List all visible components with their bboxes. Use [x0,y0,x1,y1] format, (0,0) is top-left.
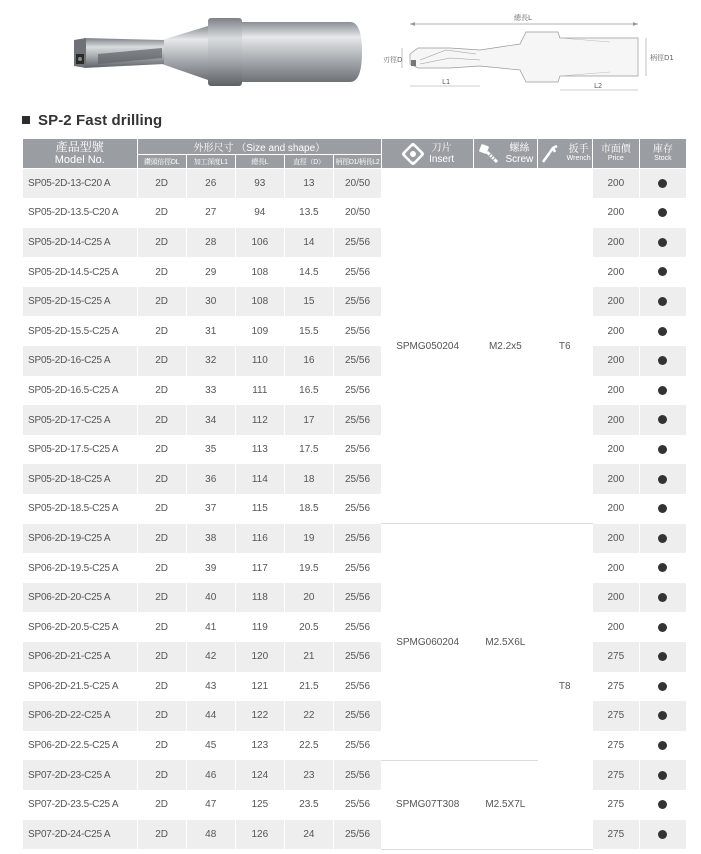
stock-dot-icon [658,386,667,395]
stock-dot-icon [658,327,667,336]
length-cell: 93 [235,169,284,199]
stock-cell [639,287,686,317]
dl-cell: 2D [137,701,186,731]
l1-cell: 26 [186,169,235,199]
spec-table [22,138,687,850]
price-cell: 200 [592,464,639,494]
diameter-cell: 22 [284,701,333,731]
price-cell: 200 [592,553,639,583]
shank-cell: 20/50 [333,198,381,228]
stock-dot-icon [658,563,667,572]
length-cell: 115 [235,494,284,524]
stock-dot-icon [658,297,667,306]
length-cell: 123 [235,731,284,761]
drill-dimension-diagram [380,4,690,98]
stock-cell [639,169,686,199]
l1-cell: 28 [186,228,235,258]
l1-cell: 40 [186,583,235,613]
shank-cell: 25/56 [333,553,381,583]
stock-cell [639,701,686,731]
dl-cell: 2D [137,583,186,613]
dl-cell: 2D [137,228,186,258]
price-cell: 275 [592,642,639,672]
price-cell: 200 [592,316,639,346]
length-cell: 111 [235,376,284,406]
stock-cell [639,376,686,406]
model-cell: SP07-2D-23.5-C25 A [23,790,138,820]
diameter-cell: 15 [284,287,333,317]
header-wrench: 扳手 Wrench [537,139,592,169]
stock-cell [639,612,686,642]
stock-cell [639,316,686,346]
screw-cell: M2.5X7L [474,760,537,849]
length-cell: 110 [235,346,284,376]
stock-cell [639,228,686,258]
shank-cell: 20/50 [333,169,381,199]
price-cell: 275 [592,731,639,761]
dl-cell: 2D [137,672,186,702]
shank-cell: 25/56 [333,346,381,376]
diameter-cell: 14.5 [284,257,333,287]
stock-dot-icon [658,208,667,217]
length-cell: 120 [235,642,284,672]
diameter-cell: 18.5 [284,494,333,524]
stock-cell [639,642,686,672]
header-dl: 鑽頭倍徑DL [137,155,186,169]
dl-cell: 2D [137,494,186,524]
price-cell: 200 [592,228,639,258]
model-cell: SP05-2D-18.5-C25 A [23,494,138,524]
model-cell: SP06-2D-21.5-C25 A [23,672,138,702]
spec-table-body [23,169,687,850]
header-d: 直徑（D） [284,155,333,169]
diameter-cell: 22.5 [284,731,333,761]
model-cell: SP05-2D-15.5-C25 A [23,316,138,346]
diameter-cell: 19 [284,524,333,554]
stock-dot-icon [658,475,667,484]
price-cell: 275 [592,672,639,702]
stock-cell [639,790,686,820]
shank-diameter-label: 柄徑D1 [650,54,674,62]
model-cell: SP05-2D-14.5-C25 A [23,257,138,287]
header-l1: 加工深度L1 [186,155,235,169]
table-row [23,524,687,554]
shank-cell: 25/56 [333,760,381,790]
l1-label: L1 [442,78,451,86]
length-cell: 118 [235,583,284,613]
l2-label: L2 [594,82,603,90]
stock-dot-icon [658,593,667,602]
model-cell: SP05-2D-18-C25 A [23,464,138,494]
stock-cell [639,198,686,228]
stock-dot-icon [658,179,667,188]
shank-cell: 25/56 [333,524,381,554]
section-title-text: SP-2 Fast drilling [38,111,163,129]
l1-cell: 31 [186,316,235,346]
dl-cell: 2D [137,760,186,790]
stock-dot-icon [658,741,667,750]
l1-cell: 45 [186,731,235,761]
stock-dot-icon [658,800,667,809]
header-screw: 螺絲 Screw [474,139,537,169]
stock-dot-icon [658,682,667,691]
dl-cell: 2D [137,820,186,850]
shank-cell: 25/56 [333,701,381,731]
length-cell: 122 [235,701,284,731]
model-cell: SP06-2D-19.5-C25 A [23,553,138,583]
dl-cell: 2D [137,464,186,494]
diameter-cell: 16.5 [284,376,333,406]
insert-icon [401,142,425,166]
stock-dot-icon [658,356,667,365]
dl-cell: 2D [137,642,186,672]
shank-cell: 25/56 [333,820,381,850]
diameter-cell: 18 [284,464,333,494]
diameter-cell: 21.5 [284,672,333,702]
header-price: 市面價 Price [592,139,639,169]
price-cell: 200 [592,405,639,435]
dl-cell: 2D [137,524,186,554]
length-cell: 121 [235,672,284,702]
dl-cell: 2D [137,790,186,820]
length-cell: 108 [235,287,284,317]
shank-cell: 25/56 [333,287,381,317]
dl-cell: 2D [137,553,186,583]
diameter-cell: 17 [284,405,333,435]
price-cell: 200 [592,287,639,317]
stock-dot-icon [658,504,667,513]
price-cell: 275 [592,820,639,850]
shank-cell: 25/56 [333,612,381,642]
drill-product-photo [50,4,370,94]
l1-cell: 46 [186,760,235,790]
stock-cell [639,553,686,583]
stock-cell [639,464,686,494]
model-cell: SP05-2D-13.5-C20 A [23,198,138,228]
stock-dot-icon [658,623,667,632]
stock-dot-icon [658,711,667,720]
l1-cell: 42 [186,642,235,672]
l1-cell: 44 [186,701,235,731]
stock-dot-icon [658,267,667,276]
stock-cell [639,524,686,554]
price-cell: 200 [592,257,639,287]
l1-cell: 38 [186,524,235,554]
model-cell: SP07-2D-23-C25 A [23,760,138,790]
price-cell: 200 [592,524,639,554]
model-cell: SP05-2D-16-C25 A [23,346,138,376]
header-size-group: 外形尺寸 （Size and shape） [137,139,382,155]
shank-cell: 25/56 [333,257,381,287]
diameter-cell: 20.5 [284,612,333,642]
dl-cell: 2D [137,405,186,435]
diameter-cell: 20 [284,583,333,613]
length-cell: 124 [235,760,284,790]
dl-cell: 2D [137,731,186,761]
header-l: 總長L [235,155,284,169]
length-cell: 109 [235,316,284,346]
dl-cell: 2D [137,612,186,642]
length-cell: 126 [235,820,284,850]
dl-cell: 2D [137,316,186,346]
diameter-cell: 23 [284,760,333,790]
stock-dot-icon [658,415,667,424]
insert-cell: SPMG060204 [382,524,474,761]
l1-cell: 37 [186,494,235,524]
stock-cell [639,731,686,761]
model-cell: SP06-2D-20-C25 A [23,583,138,613]
model-cell: SP05-2D-16.5-C25 A [23,376,138,406]
length-cell: 117 [235,553,284,583]
length-cell: 113 [235,435,284,465]
insert-cell: SPMG07T308 [382,760,474,849]
section-title [22,110,162,130]
stock-dot-icon [658,830,667,839]
stock-cell [639,405,686,435]
shank-cell: 25/56 [333,642,381,672]
header-model: 產品型號 Model No. [23,139,138,169]
stock-cell [639,494,686,524]
diameter-cell: 15.5 [284,316,333,346]
l1-cell: 39 [186,553,235,583]
shank-cell: 25/56 [333,316,381,346]
model-cell: SP05-2D-14-C25 A [23,228,138,258]
dl-cell: 2D [137,376,186,406]
dl-cell: 2D [137,346,186,376]
edge-diameter-label: 刃徑D [383,56,403,64]
dl-cell: 2D [137,435,186,465]
model-cell: SP05-2D-15-C25 A [23,287,138,317]
model-cell: SP06-2D-21-C25 A [23,642,138,672]
title-bullet [22,116,30,124]
screw-cell: M2.2x5 [474,169,537,524]
price-cell: 200 [592,583,639,613]
stock-dot-icon [658,238,667,247]
price-cell: 200 [592,494,639,524]
l1-cell: 43 [186,672,235,702]
shank-cell: 25/56 [333,731,381,761]
l1-cell: 48 [186,820,235,850]
price-cell: 275 [592,701,639,731]
l1-cell: 35 [186,435,235,465]
stock-cell [639,820,686,850]
model-cell: SP06-2D-22-C25 A [23,701,138,731]
dl-cell: 2D [137,257,186,287]
length-cell: 125 [235,790,284,820]
stock-cell [639,583,686,613]
total-length-label: 總長L [514,14,532,22]
l1-cell: 29 [186,257,235,287]
table-row [23,169,687,199]
insert-cell: SPMG050204 [382,169,474,524]
length-cell: 116 [235,524,284,554]
model-cell: SP05-2D-13-C20 A [23,169,138,199]
model-cell: SP05-2D-17-C25 A [23,405,138,435]
wrench-icon [539,142,563,166]
dl-cell: 2D [137,198,186,228]
diameter-cell: 13.5 [284,198,333,228]
model-cell: SP06-2D-22.5-C25 A [23,731,138,761]
diameter-cell: 14 [284,228,333,258]
diameter-cell: 24 [284,820,333,850]
stock-cell [639,257,686,287]
length-cell: 114 [235,464,284,494]
l1-cell: 34 [186,405,235,435]
price-cell: 200 [592,198,639,228]
model-cell: SP06-2D-19-C25 A [23,524,138,554]
price-cell: 275 [592,760,639,790]
shank-cell: 25/56 [333,435,381,465]
header-illustrations [0,0,701,104]
shank-cell: 25/56 [333,790,381,820]
price-cell: 200 [592,169,639,199]
stock-cell [639,435,686,465]
price-cell: 200 [592,346,639,376]
price-cell: 200 [592,435,639,465]
header-stock: 庫存 Stock [639,139,686,169]
shank-cell: 25/56 [333,228,381,258]
shank-cell: 25/56 [333,583,381,613]
price-cell: 200 [592,376,639,406]
diameter-cell: 16 [284,346,333,376]
model-cell: SP07-2D-24-C25 A [23,820,138,850]
screw-cell: M2.5X6L [474,524,537,761]
wrench-cell: T6 [537,169,592,524]
diameter-cell: 13 [284,169,333,199]
shank-cell: 25/56 [333,464,381,494]
l1-cell: 27 [186,198,235,228]
shank-cell: 25/56 [333,405,381,435]
wrench-cell: T8 [537,524,592,850]
stock-dot-icon [658,445,667,454]
stock-cell [639,672,686,702]
price-cell: 200 [592,612,639,642]
shank-cell: 25/56 [333,376,381,406]
length-cell: 106 [235,228,284,258]
dl-cell: 2D [137,169,186,199]
header-shank: 柄徑D1/柄長L2 [333,155,381,169]
diameter-cell: 17.5 [284,435,333,465]
stock-dot-icon [658,534,667,543]
l1-cell: 33 [186,376,235,406]
shank-cell: 25/56 [333,672,381,702]
length-cell: 108 [235,257,284,287]
stock-dot-icon [658,771,667,780]
length-cell: 112 [235,405,284,435]
length-cell: 94 [235,198,284,228]
length-cell: 119 [235,612,284,642]
dl-cell: 2D [137,287,186,317]
diameter-cell: 21 [284,642,333,672]
l1-cell: 30 [186,287,235,317]
diameter-cell: 23.5 [284,790,333,820]
stock-dot-icon [658,652,667,661]
stock-cell [639,346,686,376]
shank-cell: 25/56 [333,494,381,524]
stock-cell [639,760,686,790]
l1-cell: 47 [186,790,235,820]
screw-icon [477,142,501,166]
diameter-cell: 19.5 [284,553,333,583]
model-cell: SP06-2D-20.5-C25 A [23,612,138,642]
header-insert: 刀片 Insert [382,139,474,169]
model-cell: SP05-2D-17.5-C25 A [23,435,138,465]
l1-cell: 41 [186,612,235,642]
l1-cell: 32 [186,346,235,376]
l1-cell: 36 [186,464,235,494]
price-cell: 275 [592,790,639,820]
